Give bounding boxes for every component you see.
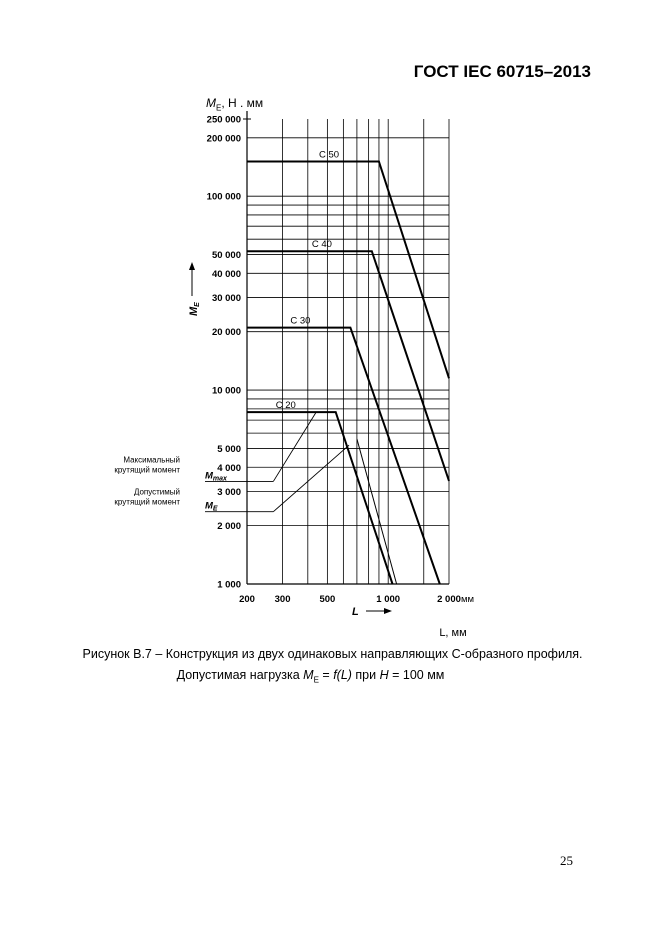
y-axis-arrowhead — [189, 262, 195, 270]
annotation-label-line2: крутящий момент — [114, 497, 180, 507]
y-axis-side-label — [188, 302, 201, 316]
x-tick-unit: мм — [461, 594, 475, 605]
series-label: C 30 — [290, 315, 311, 327]
x-axis-units-label: L, мм — [439, 627, 467, 639]
figure-caption-line1: Рисунок В.7 – Конструкция из двух одинаковых направляющих С-образного профиля. — [82, 647, 583, 661]
y-tick-label: 2 000 — [217, 521, 241, 533]
x-tick-label: 1 000 — [376, 594, 401, 605]
series-line-3 — [247, 412, 393, 584]
series-label: C 20 — [275, 400, 296, 412]
y-axis-top-label: $M_E$, Н . мм — [206, 96, 264, 113]
x-tick-label: 500 — [319, 594, 336, 605]
annotation-label-line1: Допустимый — [133, 487, 180, 497]
y-tick-label: 3 000 — [217, 486, 241, 498]
series-label: C 50 — [318, 149, 340, 161]
y-tick-label: 10 000 — [211, 385, 241, 397]
document-header: ГОСТ IEC 60715–2013 — [413, 62, 591, 81]
series-label: C 40 — [311, 239, 332, 251]
y-tick-label: 20 000 — [211, 327, 241, 339]
y-tick-label: 30 000 — [211, 293, 241, 305]
y-tick-label: 40 000 — [211, 268, 241, 280]
annotation-leader — [273, 412, 316, 481]
annotation-leader — [273, 445, 349, 512]
annotation-symbol: $M_{max}$ — [205, 470, 227, 483]
y-tick-label: 200 000 — [206, 133, 241, 145]
annotation-symbol: $M_E$ — [205, 500, 218, 513]
x-tick-label: 200 — [239, 594, 255, 605]
figure-caption-line2: Допустимая нагрузка $M_E = f(L)$ при H = 100 мм — [176, 668, 445, 685]
annotation-symbol-sub: max — [212, 475, 227, 483]
y-tick-label: 50 000 — [211, 250, 241, 262]
x-axis-arrow-label: L — [352, 606, 359, 618]
x-tick-label: 300 — [274, 594, 291, 605]
page-number: 25 — [560, 853, 573, 868]
series-line-0 — [247, 162, 449, 379]
y-axis-side-label-sub: E — [194, 302, 201, 307]
annotation-symbol-sub: E — [212, 505, 218, 513]
y-tick-label: 4 000 — [217, 462, 241, 474]
annotation-label-line1: Максимальный — [123, 455, 180, 465]
y-tick-label: 100 000 — [206, 191, 241, 203]
annotation-label-line2: крутящий момент — [114, 465, 180, 475]
x-axis-arrowhead — [384, 608, 392, 614]
x-tick-label: 2 000 — [437, 594, 461, 605]
y-axis-side-label-text: ME — [188, 302, 201, 316]
y-tick-label: 5 000 — [217, 443, 241, 455]
y-tick-label: 1 000 — [217, 579, 241, 591]
y-tick-label: 250 000 — [206, 114, 241, 126]
series-line-4 — [357, 439, 397, 584]
